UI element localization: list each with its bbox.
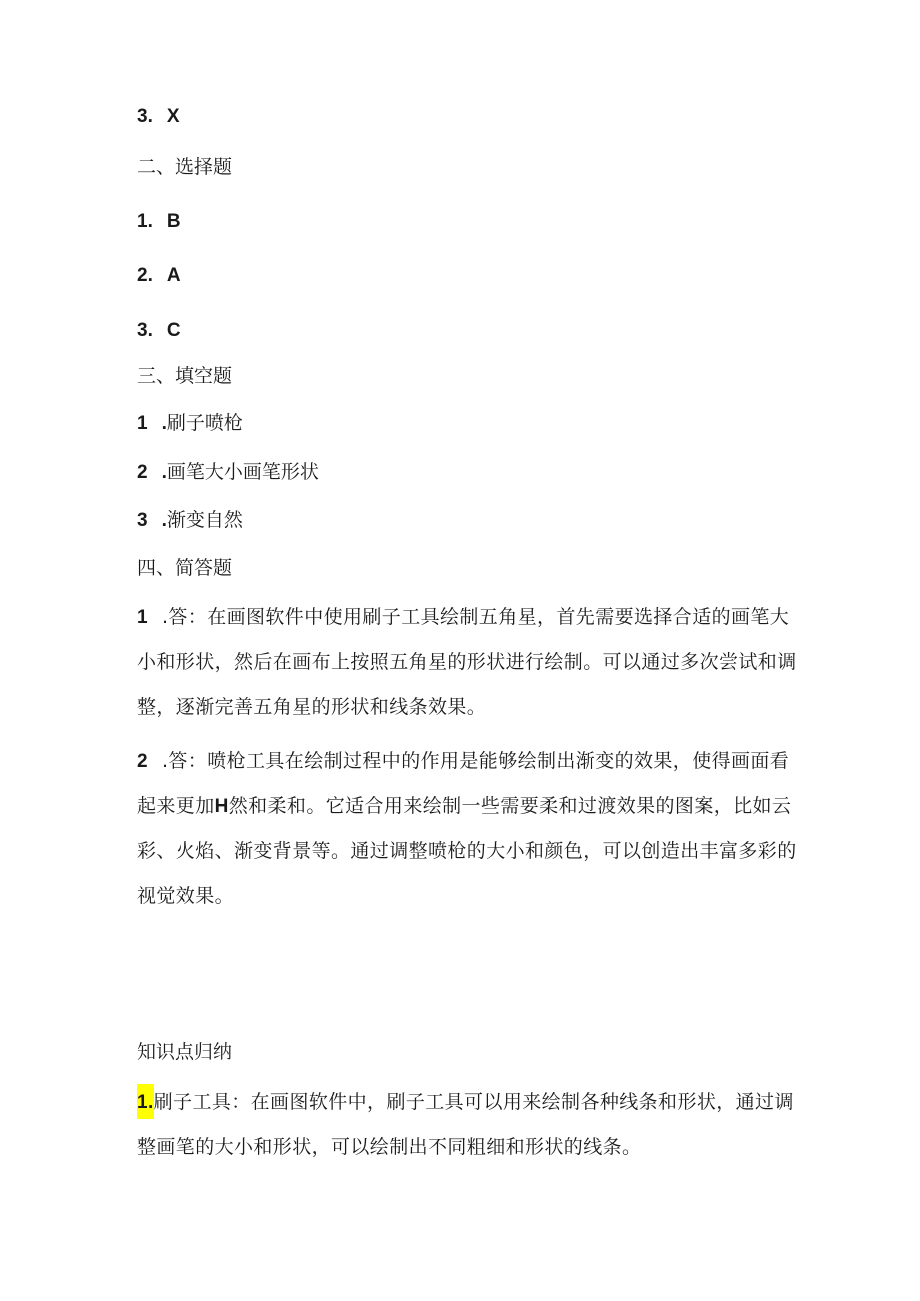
answer-text-part-a: .答：喷枪工具在绘制过程中的作用是能够绘制出渐变的效果，使得画面看起来更加: [137, 750, 790, 817]
tf-answer-3: [137, 104, 180, 129]
item-dot: .: [161, 510, 167, 531]
highlighted-number: 1.: [137, 1084, 154, 1119]
knowledge-text: 刷子工具：在画图软件中，刷子工具可以用来绘制各种线条和形状，通过调整画笔的大小和形状，可以绘制出不同粗细和形状的线条。: [137, 1091, 794, 1158]
item-answer: 渐变自然: [166, 509, 243, 531]
fill-answer-1: [137, 411, 243, 436]
answer-text: .答：在画图软件中使用刷子工具绘制五角星，首先需要选择合适的画笔大小和形状，然后在画布上按照五角星的形状进行绘制。可以通过多次尝试和调整，逐渐完善五角星的形状和线条效果。: [137, 606, 797, 718]
item-number: 3.: [137, 320, 153, 341]
short-answer-2: [137, 739, 797, 919]
knowledge-point-1: [137, 1080, 797, 1170]
item-dot: .: [161, 462, 167, 483]
item-answer: B: [166, 211, 181, 232]
item-number: 1: [137, 413, 148, 434]
item-answer: X: [166, 106, 180, 127]
section-title-choice: 二、选择题: [137, 156, 233, 178]
choice-answer-2: [137, 263, 181, 288]
item-number: 2: [137, 751, 148, 772]
fill-answer-3: [137, 508, 243, 533]
item-number: 3.: [137, 106, 153, 127]
choice-answer-3: [137, 318, 181, 343]
item-answer: A: [166, 265, 181, 286]
item-number: 2.: [137, 265, 153, 286]
item-number: 2: [137, 462, 148, 483]
stray-character: H: [214, 796, 229, 817]
section-title-fill: 三、填空题: [137, 365, 233, 387]
item-answer: 刷子喷枪: [166, 412, 243, 434]
fill-answer-2: [137, 460, 319, 485]
item-dot: .: [161, 413, 167, 434]
short-answer-1: [137, 595, 797, 730]
item-answer: 画笔大小画笔形状: [166, 461, 319, 483]
item-number: 1: [137, 607, 148, 628]
section-title-short-answer: 四、简答题: [137, 557, 233, 579]
answer-text-part-b: 然和柔和。它适合用来绘制一些需要柔和过渡效果的图案，比如云彩、火焰、渐变背景等。通过调整喷枪的大小和颜色，可以创造出丰富多彩的视觉效果。: [137, 795, 797, 907]
choice-answer-1: [137, 209, 181, 234]
knowledge-title: 知识点归纳: [137, 1041, 233, 1063]
item-answer: C: [166, 320, 181, 341]
item-number: 1.: [137, 211, 153, 232]
item-number: 3: [137, 510, 148, 531]
